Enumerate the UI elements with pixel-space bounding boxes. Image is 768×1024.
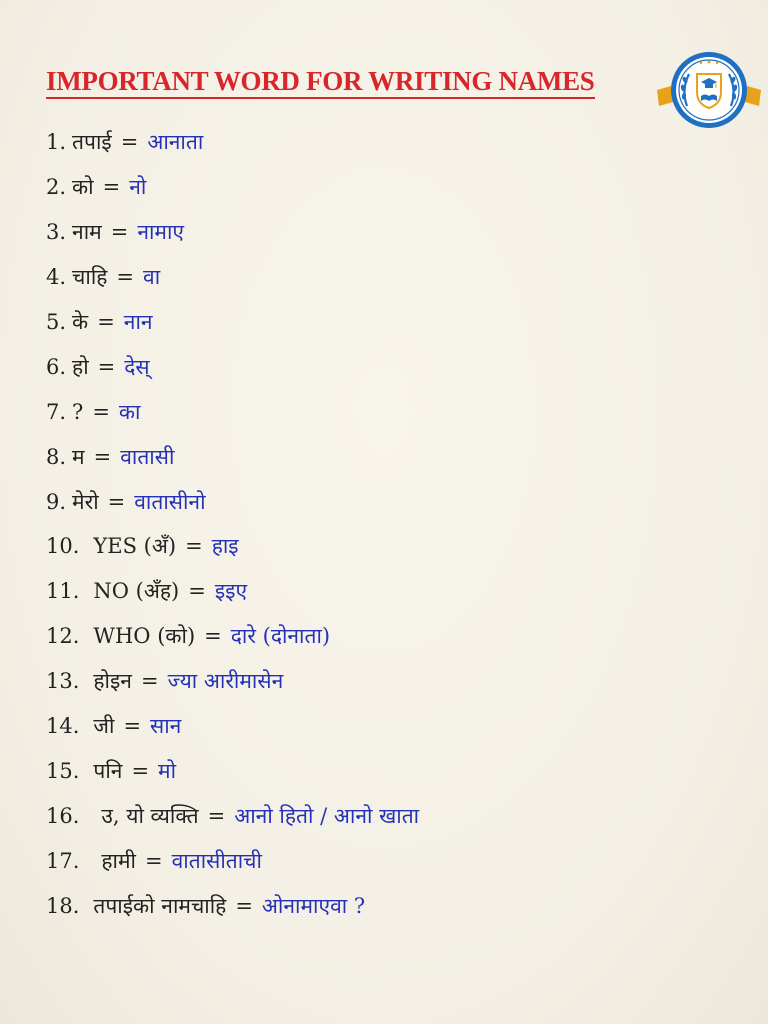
equals-sign: = (185, 534, 203, 559)
item-number: 11. (46, 579, 80, 604)
japanese-word: वातासीनो (134, 489, 206, 514)
equals-sign: = (102, 175, 121, 200)
japanese-word: मो (158, 758, 177, 783)
nepali-word: चाहि (72, 265, 108, 290)
japanese-word: हाइ (211, 534, 239, 559)
nepali-word: होइन (93, 669, 132, 694)
japanese-word: सान (150, 714, 182, 739)
nepali-word: हामी (101, 848, 136, 873)
list-item (46, 300, 746, 345)
equals-sign: = (204, 624, 222, 649)
item-number: 8. (46, 444, 67, 469)
nepali-word: नाम (72, 220, 102, 245)
list-item (46, 704, 746, 749)
japanese-word: का (118, 399, 141, 424)
nepali-word: हो (72, 354, 89, 379)
list-item (46, 838, 746, 883)
japanese-word: दारे (दोनाता) (230, 624, 331, 649)
nepali-word: ? (72, 399, 84, 424)
list-item (46, 793, 746, 838)
list-item (46, 883, 746, 928)
item-number: 1. (46, 130, 67, 155)
list-item (46, 434, 746, 479)
nepali-word: जी (93, 714, 115, 739)
nepali-word: WHO (को) (93, 624, 196, 649)
nepali-word: तपाईको नामचाहि (93, 893, 227, 918)
item-number: 9. (46, 489, 67, 514)
nepali-word: म (72, 444, 85, 469)
list-item (46, 659, 746, 704)
item-number: 5. (46, 310, 67, 334)
item-number: 14. (46, 714, 80, 739)
item-number: 10. (46, 534, 80, 559)
item-number: 12. (46, 624, 80, 649)
equals-sign: = (97, 310, 115, 334)
equals-sign: = (110, 220, 129, 245)
item-number: 16. (46, 803, 80, 828)
nepali-word: पनि (93, 758, 123, 783)
list-item (46, 344, 746, 389)
equals-sign: = (235, 893, 253, 918)
japanese-word: ओनामाएवा ? (261, 893, 366, 918)
item-number: 15. (46, 758, 80, 783)
japanese-word: आनो हितो / आनो खाता (234, 803, 420, 828)
item-number: 3. (46, 220, 67, 245)
japanese-word: नान (123, 310, 153, 334)
item-number: 6. (46, 354, 67, 379)
japanese-word: देस् (124, 354, 150, 379)
nepali-word: के (72, 310, 89, 334)
equals-sign: = (107, 489, 126, 514)
japanese-word: ज्या आरीमासेन (167, 669, 284, 694)
equals-sign: = (120, 130, 139, 155)
nepali-word: को (72, 175, 94, 200)
japanese-word: वा (143, 265, 161, 290)
list-item (46, 524, 746, 569)
nepali-word: तपाई (72, 130, 112, 155)
equals-sign: = (97, 354, 116, 379)
item-number: 7. (46, 399, 67, 424)
equals-sign: = (116, 265, 135, 290)
japanese-word: आनाता (147, 130, 204, 155)
item-number: 17. (46, 848, 80, 873)
list-item (46, 210, 746, 255)
list-item (46, 748, 746, 793)
item-number: 18. (46, 893, 80, 918)
japanese-word: वातासीताची (171, 848, 262, 873)
list-item (46, 479, 746, 524)
equals-sign: = (140, 669, 159, 694)
equals-sign: = (92, 399, 110, 424)
list-item (46, 614, 746, 659)
list-item (46, 120, 746, 165)
word-list (46, 120, 746, 928)
nepali-word: मेरो (72, 489, 99, 514)
list-item (46, 389, 746, 434)
nepali-word: NO (अँह) (93, 579, 180, 604)
japanese-word: वातासी (120, 444, 175, 469)
item-number: 4. (46, 265, 67, 290)
japanese-word: इइए (214, 579, 248, 604)
nepali-word: उ, यो व्यक्ति (101, 803, 199, 828)
equals-sign: = (145, 848, 163, 873)
equals-sign: = (123, 714, 142, 739)
japanese-word: नामाए (137, 220, 185, 245)
equals-sign: = (131, 758, 150, 783)
equals-sign: = (188, 579, 206, 604)
list-item (46, 165, 746, 210)
japanese-word: नो (129, 175, 147, 200)
equals-sign: = (93, 444, 112, 469)
item-number: 2. (46, 175, 67, 200)
nepali-word: YES (अँ) (93, 534, 177, 559)
item-number: 13. (46, 669, 80, 694)
equals-sign: = (207, 803, 226, 828)
page-title: IMPORTANT WORD FOR WRITING NAMES (46, 66, 595, 99)
list-item (46, 255, 746, 300)
list-item (46, 569, 746, 614)
